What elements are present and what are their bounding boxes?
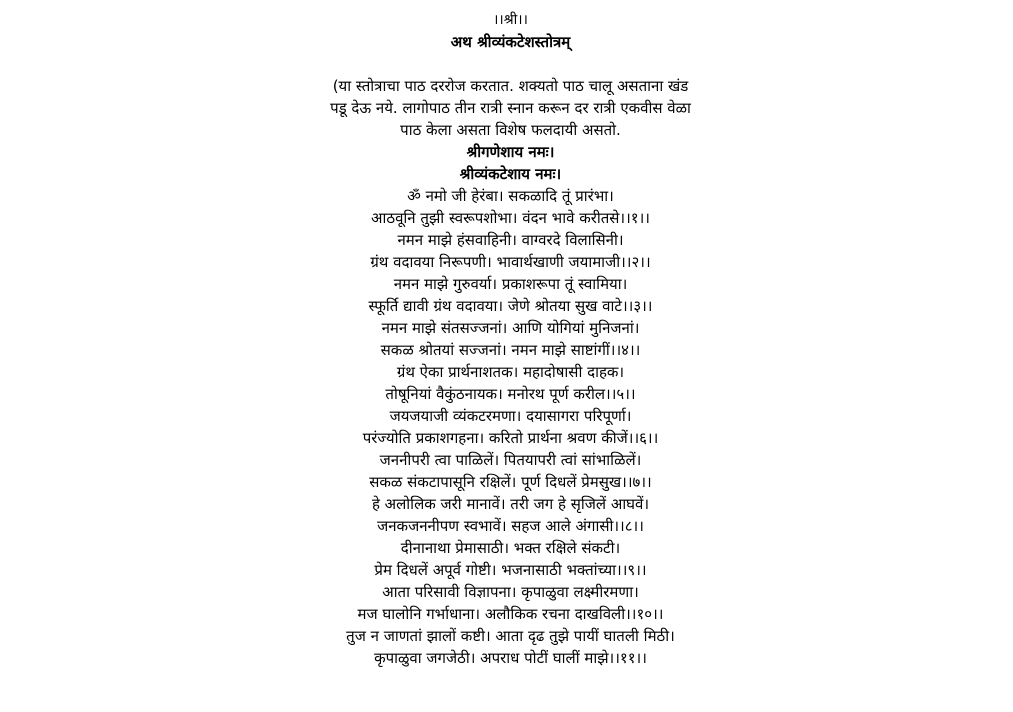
verse-line-5: नमन माझे गुरुवर्या। प्रकाशरूपा तूं स्वामिया।	[393, 275, 628, 293]
stotra-document	[0, 9, 1013, 669]
verse-line-15: हे अलोलिक जरी मानावें। तरी जग हे सृजिलें आघवें।	[371, 495, 650, 513]
blank-line	[0, 53, 1013, 75]
verse-line-1: ॐ नमो जी हेरंबा। सकळादि तूं प्रारंभा।	[407, 187, 614, 205]
verse-line-12: परंज्योति प्रकाशगहना। करितो प्रार्थना श्रवण कीजें।।६।।	[362, 429, 659, 447]
verse-line-2: आठवूनि तुझी स्वरूपशोभा। वंदन भावे करीतसे।।१।।	[371, 209, 650, 227]
verse-line-20: मज घालोनि गर्भाधाना। अलौकिक रचना दाखविली।।१०।।	[357, 605, 664, 623]
verse-line-10: तोषूनियां वैकुंठनायक। मनोरथ पूर्ण करील।।५।।	[385, 385, 636, 403]
intro-line-1: (या स्तोत्राचा पाठ दररोज करतात. शक्यतो पाठ चालू असताना खंड	[332, 77, 689, 95]
verse-line-13: जननीपरी त्वा पाळिलें। पितयापरी त्वां सांभाळिलें।	[379, 451, 642, 469]
document-title: अथ श्रीव्यंकटेशस्तोत्रम्	[450, 33, 571, 51]
verse-line-22: कृपाळुवा जगजेठी। अपराध पोटीं घालीं माझे।।११।।	[374, 649, 647, 667]
verse-line-7: नमन माझे संतसज्जनां। आणि योगियां मुनिजनां।	[381, 319, 640, 337]
verse-line-18: प्रेम दिधलें अपूर्व गोष्टी। भजनासाठी भक्तांच्या।।९।।	[374, 561, 647, 579]
verse-line-11: जयजयाजी व्यंकटरमणा। दयासागरा परिपूर्णा।	[389, 407, 632, 425]
verse-line-19: आता परिसावी विज्ञापना। कृपाळुवा लक्ष्मीरमणा।	[382, 583, 639, 601]
verse-line-4: ग्रंथ वदावया निरूपणी। भावार्थखाणी जयामाजी।।२।।	[370, 253, 651, 271]
invocation-line: ।।श्री।।	[493, 12, 528, 28]
verse-line-6: स्फूर्ति द्यावी ग्रंथ वदावया। जेणे श्रोतया सुख वाटे।।३।।	[368, 297, 653, 315]
salutation-ganesha: श्रीगणेशाय नमः।	[466, 143, 555, 161]
verse-line-17: दीनानाथा प्रेमासाठी। भक्त रक्षिले संकटी।	[400, 539, 621, 557]
verse-line-16: जनकजननीपण स्वभावें। सहज आले अंगासी।।८।।	[377, 517, 644, 535]
salutation-venkatesha: श्रीव्यंकटेशाय नमः।	[459, 165, 562, 183]
verse-line-14: सकळ संकटापासूनि रक्षिलें। पूर्ण दिधलें प्रेमसुख।।७।।	[369, 473, 652, 491]
intro-line-2: पडू देऊ नये. लागोपाठ तीन रात्री स्नान करून दर रात्री एकवीस वेळा	[330, 99, 691, 117]
verse-line-21: तुज न जाणतां झालों कष्टी। आता दृढ तुझे पायीं घातली मिठी।	[346, 627, 675, 645]
verse-line-8: सकळ श्रोतयां सज्जनां। नमन माझे साष्टांगीं।।४।।	[380, 341, 641, 359]
verse-line-3: नमन माझे हंसवाहिनी। वाग्वरदे विलासिनी।	[397, 231, 624, 249]
verse-line-9: ग्रंथ ऐका प्रार्थनाशतक। महादोषासी दाहक।	[396, 363, 625, 381]
intro-line-3: पाठ केला असता विशेष फलदायी असतो.	[400, 121, 621, 139]
